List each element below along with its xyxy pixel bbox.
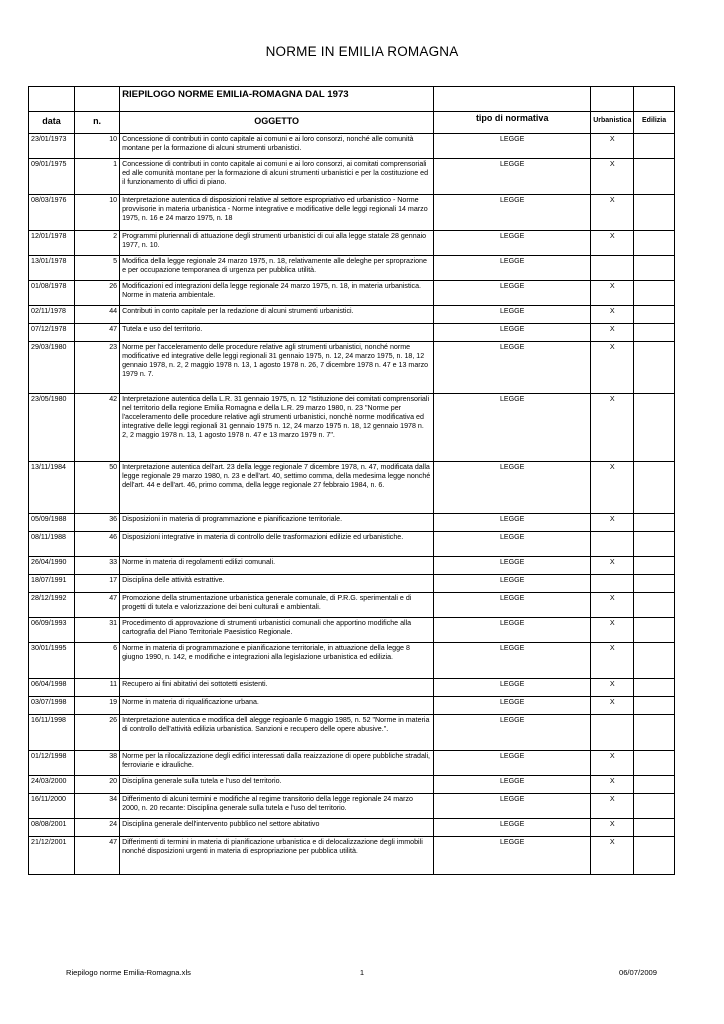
cell-number: 17 — [75, 575, 120, 593]
cell-number: 5 — [75, 256, 120, 281]
cell-tipo: LEGGE — [434, 643, 591, 679]
cell-tipo: LEGGE — [434, 342, 591, 394]
footer-filename: Riepilogo norme Emilia-Romagna.xls — [66, 968, 191, 977]
cell-number: 24 — [75, 819, 120, 837]
cell-date: 01/08/1978 — [29, 281, 75, 306]
cell-number: 36 — [75, 514, 120, 532]
table-row — [29, 794, 675, 819]
table-row — [29, 281, 675, 306]
title-blank-cell — [591, 87, 634, 112]
cell-oggetto: Recupero ai fini abitativi dei sottotetti esistenti. — [120, 679, 434, 697]
cell-urbanistica: X — [591, 324, 634, 342]
table-row — [29, 159, 675, 195]
cell-date: 18/07/1991 — [29, 575, 75, 593]
cell-urbanistica: X — [591, 643, 634, 679]
table-row — [29, 618, 675, 643]
cell-tipo: LEGGE — [434, 532, 591, 557]
cell-oggetto: Differimento di alcuni termini e modifiche al regime transitorio della legge regionale 24 marzo 2000, n. 20 recante: Disciplina generale sulla tutela e l'uso del territorio. — [120, 794, 434, 819]
cell-urbanistica: X — [591, 837, 634, 875]
cell-urbanistica: X — [591, 231, 634, 256]
cell-urbanistica: X — [591, 394, 634, 462]
cell-edilizia — [634, 231, 675, 256]
cell-oggetto: Differimenti di termini in materia di pianificazione urbanistica e di delocalizzazione degli immobili nonché disposizioni urgenti in materia di espropriazione per pubblica utilità. — [120, 837, 434, 875]
cell-tipo: LEGGE — [434, 281, 591, 306]
table-row — [29, 342, 675, 394]
cell-number: 23 — [75, 342, 120, 394]
table-title-row — [29, 87, 675, 112]
page-title: NORME IN EMILIA ROMAGNA — [265, 44, 459, 59]
cell-number: 10 — [75, 195, 120, 231]
cell-oggetto: Promozione della strumentazione urbanistica generale comunale, di P.R.G. sperimentali e di progetti di tutela e valorizzazione dei beni culturali e ambientali. — [120, 593, 434, 618]
cell-tipo: LEGGE — [434, 575, 591, 593]
cell-oggetto: Interpretazione autentica dell'art. 23 della legge regionale 7 dicembre 1978, n. 47, modificata dalla legge regionale 29 marzo 1980, n. 23 e dell'art. 40, settimo comma, della medesima legge nonché dell'art. 44 e dell'art. 46, primo comma, della legge regionale 27 febbraio 1984, n. 6. — [120, 462, 434, 514]
cell-date: 13/11/1984 — [29, 462, 75, 514]
cell-urbanistica: X — [591, 281, 634, 306]
norms-table — [28, 86, 675, 875]
cell-urbanistica: X — [591, 306, 634, 324]
cell-oggetto: Tutela e uso del territorio. — [120, 324, 434, 342]
cell-urbanistica: X — [591, 776, 634, 794]
cell-oggetto: Modificazioni ed integrazioni della legge regionale 24 marzo 1975, n. 18, in materia urbanistica. Norme in materia ambientale. — [120, 281, 434, 306]
cell-date: 26/04/1990 — [29, 557, 75, 575]
cell-edilizia — [634, 697, 675, 715]
cell-oggetto: Interpretazione autentica di disposizioni relative al settore espropriativo ed urbanistico - Norme provvisorie in materia urbanistica - Norme integrative e modificative delle leggi regionali 14 marzo 1975, n. 16 e 24 marzo 1975, n. 18 — [120, 195, 434, 231]
cell-date: 08/08/2001 — [29, 819, 75, 837]
title-blank-cell — [634, 87, 675, 112]
cell-edilizia — [634, 618, 675, 643]
cell-edilizia — [634, 819, 675, 837]
cell-number: 33 — [75, 557, 120, 575]
cell-oggetto: Norme in materia di regolamenti edilizi comunali. — [120, 557, 434, 575]
cell-number: 47 — [75, 324, 120, 342]
cell-edilizia — [634, 462, 675, 514]
cell-edilizia — [634, 324, 675, 342]
cell-urbanistica: X — [591, 134, 634, 159]
cell-oggetto: Disposizioni integrative in materia di controllo delle trasformazioni edilizie ed urbanistiche. — [120, 532, 434, 557]
cell-tipo: LEGGE — [434, 306, 591, 324]
cell-tipo: LEGGE — [434, 697, 591, 715]
cell-number: 20 — [75, 776, 120, 794]
cell-urbanistica — [591, 532, 634, 557]
cell-tipo: LEGGE — [434, 715, 591, 751]
cell-date: 01/12/1998 — [29, 751, 75, 776]
header-oggetto: OGGETTO — [120, 112, 434, 134]
cell-edilizia — [634, 159, 675, 195]
table-row — [29, 394, 675, 462]
cell-tipo: LEGGE — [434, 462, 591, 514]
cell-date: 06/04/1998 — [29, 679, 75, 697]
cell-edilizia — [634, 751, 675, 776]
cell-number: 44 — [75, 306, 120, 324]
table-row — [29, 134, 675, 159]
cell-edilizia — [634, 514, 675, 532]
cell-date: 30/01/1995 — [29, 643, 75, 679]
table-row — [29, 195, 675, 231]
cell-edilizia — [634, 342, 675, 394]
cell-tipo: LEGGE — [434, 514, 591, 532]
header-urbanistica: Urbanistica — [591, 112, 634, 134]
table-row — [29, 679, 675, 697]
cell-date: 13/01/1978 — [29, 256, 75, 281]
cell-oggetto: Disposizioni in materia di programmazione e pianificazione territoriale. — [120, 514, 434, 532]
cell-date: 21/12/2001 — [29, 837, 75, 875]
cell-oggetto: Norme per la rilocalizzazione degli edifici interessati dalla reaizzazione di opere pubbliche stradali, ferroviarie e idrauliche. — [120, 751, 434, 776]
cell-tipo: LEGGE — [434, 837, 591, 875]
cell-oggetto: Norme per l'acceleramento delle procedure relative agli strumenti urbanistici, nonché norme modificative ed integrative delle leggi regionali 31 gennaio 1975, n. 12, 24 marzo 1975, n. 18, 12 gennaio 1978, n. 2, 2 maggio 1978 n. 13, 1 agosto 1978 n. 26, 7 dicembre 1978 n. 47 e 13 marzo 1979 n. 7. — [120, 342, 434, 394]
cell-edilizia — [634, 575, 675, 593]
cell-edilizia — [634, 776, 675, 794]
table-row — [29, 593, 675, 618]
header-data: data — [29, 112, 75, 134]
table-row — [29, 306, 675, 324]
table-row — [29, 514, 675, 532]
cell-tipo: LEGGE — [434, 776, 591, 794]
cell-number: 47 — [75, 593, 120, 618]
table-row — [29, 532, 675, 557]
cell-date: 08/03/1976 — [29, 195, 75, 231]
cell-number: 34 — [75, 794, 120, 819]
cell-edilizia — [634, 715, 675, 751]
cell-number: 47 — [75, 837, 120, 875]
cell-oggetto: Norme in materia di programmazione e pianificazione territoriale, in attuazione della legge 8 giugno 1990, n. 142, e modifiche e integrazioni alla legislazione urbanistica ed edilizia. — [120, 643, 434, 679]
cell-date: 05/09/1988 — [29, 514, 75, 532]
cell-tipo: LEGGE — [434, 394, 591, 462]
cell-date: 28/12/1992 — [29, 593, 75, 618]
cell-tipo: LEGGE — [434, 159, 591, 195]
cell-edilizia — [634, 256, 675, 281]
cell-urbanistica: X — [591, 557, 634, 575]
table-row — [29, 715, 675, 751]
header-tipo: tipo di normativa — [434, 112, 591, 134]
cell-tipo: LEGGE — [434, 324, 591, 342]
cell-oggetto: Disciplina delle attività estrattive. — [120, 575, 434, 593]
cell-edilizia — [634, 679, 675, 697]
cell-date: 02/11/1978 — [29, 306, 75, 324]
cell-number: 26 — [75, 281, 120, 306]
cell-number: 19 — [75, 697, 120, 715]
cell-tipo: LEGGE — [434, 134, 591, 159]
footer-page-number: 1 — [359, 968, 365, 977]
cell-number: 11 — [75, 679, 120, 697]
cell-date: 07/12/1978 — [29, 324, 75, 342]
cell-oggetto: Contributi in conto capitale per la redazione di alcuni strumenti urbanistici. — [120, 306, 434, 324]
cell-number: 38 — [75, 751, 120, 776]
cell-urbanistica: X — [591, 794, 634, 819]
header-n: n. — [75, 112, 120, 134]
table-row — [29, 819, 675, 837]
table-row — [29, 462, 675, 514]
cell-urbanistica: X — [591, 593, 634, 618]
cell-urbanistica: X — [591, 697, 634, 715]
cell-oggetto: Procedimento di approvazione di strumenti urbanistici comunali che apportino modifiche alla cartografia del Piano Territoriale Paesistico Regionale. — [120, 618, 434, 643]
cell-date: 29/03/1980 — [29, 342, 75, 394]
cell-number: 26 — [75, 715, 120, 751]
cell-tipo: LEGGE — [434, 618, 591, 643]
cell-edilizia — [634, 394, 675, 462]
title-blank-cell — [29, 87, 75, 112]
footer-date: 06/07/2009 — [618, 968, 657, 977]
cell-number: 2 — [75, 231, 120, 256]
cell-urbanistica: X — [591, 342, 634, 394]
cell-number: 6 — [75, 643, 120, 679]
table-title: RIEPILOGO NORME EMILIA-ROMAGNA DAL 1973 — [120, 87, 434, 112]
cell-oggetto: Disciplina generale sulla tutela e l'uso del territorio. — [120, 776, 434, 794]
cell-date: 06/09/1993 — [29, 618, 75, 643]
cell-number: 42 — [75, 394, 120, 462]
cell-number: 50 — [75, 462, 120, 514]
cell-date: 16/11/1998 — [29, 715, 75, 751]
cell-oggetto: Interpretazione autentica della L.R. 31 gennaio 1975, n. 12 "Istituzione dei comitati comprensoriali nel territorio della regione Emilia Romagna e della L.R. 29 marzo 1980, n. 23 "Norme per l'acceleramento delle procedure relative agli strumenti urbanistici, nonchè norme modificativa ed integrative delle leggi regionali 31 gennaio 1975 n. 12, 24 marzo 1975 n. 18, 12 gennaio 1978 n. 2, 2 maggio 1978 n. 13, 1 agosto 1978 n. 47 e 13 marzo 1979 n. 7". — [120, 394, 434, 462]
cell-date: 09/01/1975 — [29, 159, 75, 195]
cell-edilizia — [634, 306, 675, 324]
cell-urbanistica: X — [591, 819, 634, 837]
table-row — [29, 837, 675, 875]
cell-urbanistica — [591, 715, 634, 751]
table-row — [29, 557, 675, 575]
cell-oggetto: Concessione di contributi in conto capitale ai comuni e ai loro consorzi, ai comitati comprensoriali ed alle comunità montane per la formazione di alcuni strumenti urbanistici e per la costituzione ed il funzionamento di uffici di piano. — [120, 159, 434, 195]
cell-urbanistica: X — [591, 751, 634, 776]
cell-tipo: LEGGE — [434, 679, 591, 697]
cell-urbanistica: X — [591, 514, 634, 532]
cell-urbanistica: X — [591, 462, 634, 514]
cell-tipo: LEGGE — [434, 751, 591, 776]
cell-tipo: LEGGE — [434, 819, 591, 837]
cell-tipo: LEGGE — [434, 231, 591, 256]
cell-tipo: LEGGE — [434, 195, 591, 231]
table-row — [29, 643, 675, 679]
cell-tipo: LEGGE — [434, 794, 591, 819]
cell-date: 24/03/2000 — [29, 776, 75, 794]
title-blank-cell — [75, 87, 120, 112]
cell-edilizia — [634, 794, 675, 819]
cell-urbanistica: X — [591, 159, 634, 195]
cell-urbanistica: X — [591, 618, 634, 643]
cell-tipo: LEGGE — [434, 256, 591, 281]
table-row — [29, 575, 675, 593]
cell-oggetto: Norme in materia di riqualificazione urbana. — [120, 697, 434, 715]
header-edilizia: Edilizia — [634, 112, 675, 134]
cell-edilizia — [634, 557, 675, 575]
cell-edilizia — [634, 134, 675, 159]
cell-number: 10 — [75, 134, 120, 159]
cell-oggetto: Interpretazione autentica e modifica dell alegge regioanle 6 maggio 1985, n. 52 "Norme in materia di controllo dell'attività edilizia urbanistica. Sanzioni e recupero delle opere abusive.". — [120, 715, 434, 751]
cell-urbanistica — [591, 256, 634, 281]
table-row — [29, 751, 675, 776]
cell-date: 12/01/1978 — [29, 231, 75, 256]
cell-oggetto: Modifica della legge regionale 24 marzo 1975, n. 18, relativamente alle deleghe per sproprazione e per occupazione temporanea di urgenza per pubblica utilità. — [120, 256, 434, 281]
header-row — [29, 112, 675, 134]
table-row — [29, 697, 675, 715]
cell-number: 31 — [75, 618, 120, 643]
cell-date: 16/11/2000 — [29, 794, 75, 819]
cell-tipo: LEGGE — [434, 593, 591, 618]
cell-edilizia — [634, 281, 675, 306]
cell-tipo: LEGGE — [434, 557, 591, 575]
table-row — [29, 324, 675, 342]
cell-edilizia — [634, 195, 675, 231]
cell-number: 46 — [75, 532, 120, 557]
title-blank-cell — [434, 87, 591, 112]
cell-date: 03/07/1998 — [29, 697, 75, 715]
table-row — [29, 231, 675, 256]
cell-oggetto: Programmi pluriennali di attuazione degli strumenti urbanistici di cui alla legge statale 28 gennaio 1977, n. 10. — [120, 231, 434, 256]
cell-urbanistica: X — [591, 195, 634, 231]
cell-oggetto: Concessione di contributi in conto capitale ai comuni e ai loro consorzi, nonché alle comunità montane per la formazione di alcuni strumenti urbanistici. — [120, 134, 434, 159]
cell-date: 08/11/1988 — [29, 532, 75, 557]
table-row — [29, 256, 675, 281]
cell-edilizia — [634, 593, 675, 618]
cell-date: 23/05/1980 — [29, 394, 75, 462]
cell-oggetto: Disciplina generale dell'intervento pubblico nel settore abitativo — [120, 819, 434, 837]
table-row — [29, 776, 675, 794]
cell-urbanistica — [591, 575, 634, 593]
cell-edilizia — [634, 837, 675, 875]
cell-date: 23/01/1973 — [29, 134, 75, 159]
cell-edilizia — [634, 532, 675, 557]
cell-urbanistica: X — [591, 679, 634, 697]
cell-edilizia — [634, 643, 675, 679]
cell-number: 1 — [75, 159, 120, 195]
